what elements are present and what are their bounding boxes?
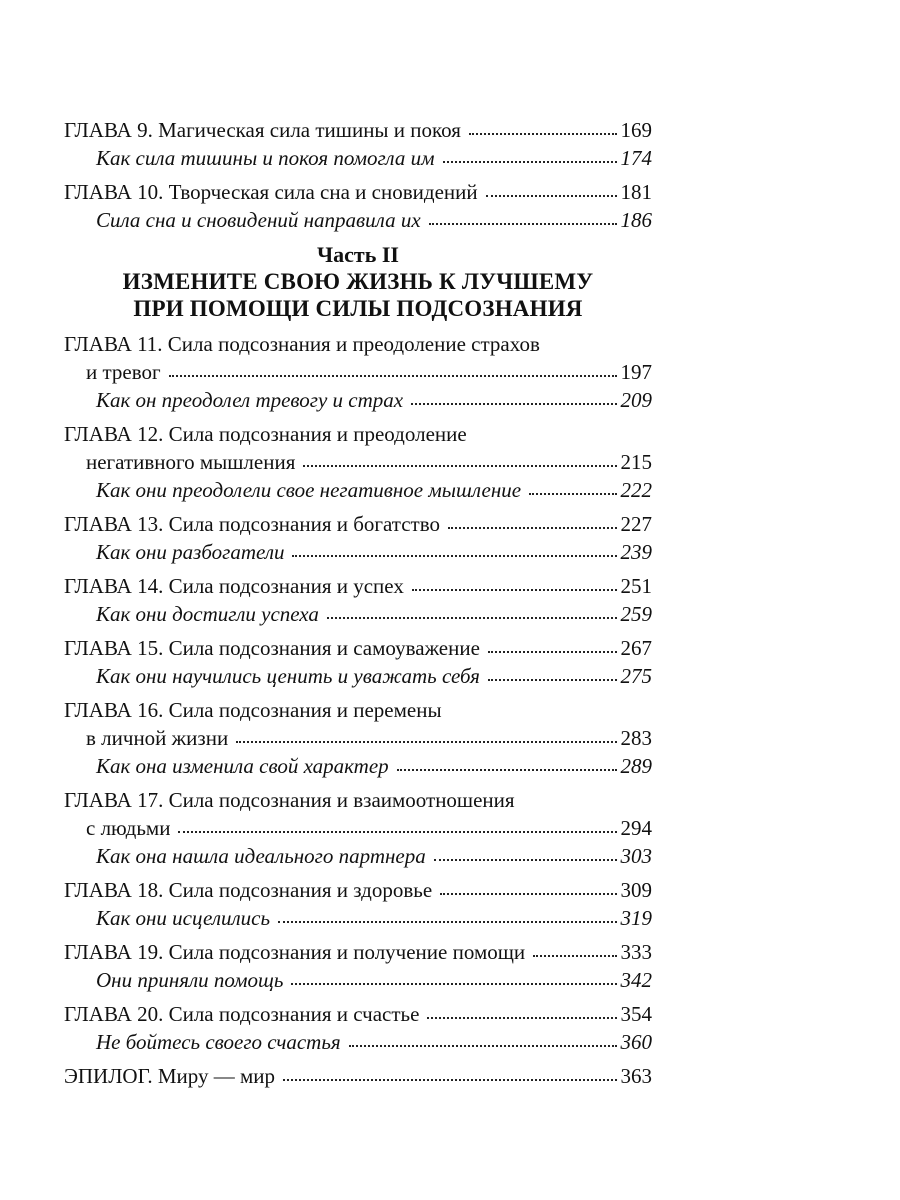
dot-leader	[303, 464, 616, 467]
dot-leader	[443, 160, 617, 163]
dot-leader	[434, 858, 617, 861]
dot-leader	[427, 1016, 616, 1019]
subsection-title: Как она нашла идеального партнера	[96, 844, 426, 868]
dot-leader	[486, 194, 617, 197]
page-number: 309	[620, 878, 652, 902]
dot-leader	[448, 526, 616, 529]
part-label: Часть II	[317, 242, 399, 267]
page-number: 209	[620, 388, 652, 412]
page-number: 360	[620, 1030, 652, 1054]
page-number: 283	[620, 726, 652, 750]
toc-subentry-chapter-10	[64, 206, 652, 234]
chapter-title: ГЛАВА 19. Сила подсознания и получение помощи	[64, 940, 526, 964]
page-number: 303	[620, 844, 652, 868]
dot-leader	[488, 678, 617, 681]
toc-entry-epilogue	[64, 1062, 652, 1090]
page-number: 227	[620, 512, 652, 536]
epilogue-title: ЭПИЛОГ. Миру — мир	[64, 1064, 276, 1088]
dot-leader	[278, 920, 616, 923]
part-heading	[64, 242, 652, 322]
subsection-title: Как сила тишины и покоя помогла им	[96, 146, 435, 170]
page-number: 251	[620, 574, 652, 598]
page-number: 222	[620, 478, 652, 502]
toc-entry-chapter-14	[64, 572, 652, 600]
chapter-title-continued: негативного мышления	[86, 450, 296, 474]
toc-entry-chapter-16-continued	[64, 724, 652, 752]
subsection-title: Они приняли помощь	[96, 968, 284, 992]
dot-leader	[327, 616, 617, 619]
toc-entry-chapter-15	[64, 634, 652, 662]
dot-leader	[411, 402, 616, 405]
page-number: 186	[620, 208, 652, 232]
page-number: 294	[620, 816, 652, 840]
part-title-line-2: ПРИ ПОМОЩИ СИЛЫ ПОДСОЗНАНИЯ	[133, 296, 583, 321]
toc-entry-chapter-11-continued	[64, 358, 652, 386]
page-number: 354	[620, 1002, 652, 1026]
subsection-title: Как она изменила свой характер	[96, 754, 389, 778]
page-number: 174	[620, 146, 652, 170]
toc-entry-chapter-18	[64, 876, 652, 904]
subsection-title: Как он преодолел тревогу и страх	[96, 388, 404, 412]
dot-leader	[349, 1044, 617, 1047]
page-number: 267	[620, 636, 652, 660]
page-number: 169	[620, 118, 652, 142]
toc-subentry-chapter-15	[64, 662, 652, 690]
dot-leader	[397, 768, 617, 771]
chapter-title: ГЛАВА 20. Сила подсознания и счастье	[64, 1002, 420, 1026]
page-number: 319	[620, 906, 652, 930]
chapter-title-continued: с людьми	[86, 816, 171, 840]
toc-entry-chapter-16	[64, 696, 652, 724]
toc-subentry-chapter-17	[64, 842, 652, 870]
toc-entry-chapter-19	[64, 938, 652, 966]
toc-entry-chapter-11	[64, 330, 652, 358]
toc-subentry-chapter-12	[64, 476, 652, 504]
toc-subentry-chapter-13	[64, 538, 652, 566]
toc-subentry-chapter-11	[64, 386, 652, 414]
toc-subentry-chapter-20	[64, 1028, 652, 1056]
page-number: 215	[620, 450, 652, 474]
toc-entry-chapter-12-continued	[64, 448, 652, 476]
chapter-title: ГЛАВА 17. Сила подсознания и взаимоотношения	[64, 788, 515, 812]
dot-leader	[488, 650, 617, 653]
toc-subentry-chapter-9	[64, 144, 652, 172]
page-number: 289	[620, 754, 652, 778]
chapter-title: ГЛАВА 11. Сила подсознания и преодоление страхов	[64, 332, 540, 356]
toc-subentry-chapter-14	[64, 600, 652, 628]
chapter-title: ГЛАВА 12. Сила подсознания и преодоление	[64, 422, 467, 446]
chapter-title: ГЛАВА 13. Сила подсознания и богатство	[64, 512, 441, 536]
dot-leader	[429, 222, 617, 225]
chapter-title: ГЛАВА 14. Сила подсознания и успех	[64, 574, 404, 598]
dot-leader	[440, 892, 616, 895]
toc-entry-chapter-17-continued	[64, 814, 652, 842]
dot-leader	[412, 588, 617, 591]
toc-subentry-chapter-16	[64, 752, 652, 780]
page-number: 363	[620, 1064, 652, 1088]
toc-entry-chapter-13	[64, 510, 652, 538]
page-number: 275	[620, 664, 652, 688]
dot-leader	[292, 554, 616, 557]
chapter-title: ГЛАВА 18. Сила подсознания и здоровье	[64, 878, 433, 902]
toc-subentry-chapter-19	[64, 966, 652, 994]
subsection-title: Как они достигли успеха	[96, 602, 319, 626]
toc-entry-chapter-12	[64, 420, 652, 448]
chapter-title: ГЛАВА 9. Магическая сила тишины и покоя	[64, 118, 461, 142]
toc-entry-chapter-17	[64, 786, 652, 814]
toc-entry-chapter-10	[64, 178, 652, 206]
page-number: 333	[620, 940, 652, 964]
chapter-title: ГЛАВА 15. Сила подсознания и самоуважение	[64, 636, 480, 660]
chapter-title-continued: и тревог	[86, 360, 161, 384]
dot-leader	[533, 954, 616, 957]
toc-entry-chapter-20	[64, 1000, 652, 1028]
toc-entry-chapter-9	[64, 116, 652, 144]
dot-leader	[236, 740, 616, 743]
page-number: 239	[620, 540, 652, 564]
subsection-title: Как они преодолели свое негативное мышление	[96, 478, 522, 502]
page-number: 197	[620, 360, 652, 384]
subsection-title: Сила сна и сновидений направила их	[96, 208, 421, 232]
subsection-title: Как они исцелились	[96, 906, 271, 930]
dot-leader	[169, 374, 617, 377]
toc-subentry-chapter-18	[64, 904, 652, 932]
part-title-line-1: ИЗМЕНИТЕ СВОЮ ЖИЗНЬ К ЛУЧШЕМУ	[122, 269, 594, 294]
dot-leader	[529, 492, 616, 495]
chapter-title: ГЛАВА 16. Сила подсознания и перемены	[64, 698, 442, 722]
page-number: 181	[620, 180, 652, 204]
chapter-title: ГЛАВА 10. Творческая сила сна и сновидений	[64, 180, 478, 204]
dot-leader	[283, 1078, 616, 1081]
chapter-title-continued: в личной жизни	[86, 726, 229, 750]
dot-leader	[291, 982, 616, 985]
page-number: 342	[620, 968, 652, 992]
subsection-title: Не бойтесь своего счастья	[96, 1030, 341, 1054]
subsection-title: Как они научились ценить и уважать себя	[96, 664, 480, 688]
table-of-contents	[64, 116, 652, 1090]
dot-leader	[178, 830, 616, 833]
subsection-title: Как они разбогатели	[96, 540, 285, 564]
dot-leader	[469, 132, 617, 135]
page-number: 259	[620, 602, 652, 626]
